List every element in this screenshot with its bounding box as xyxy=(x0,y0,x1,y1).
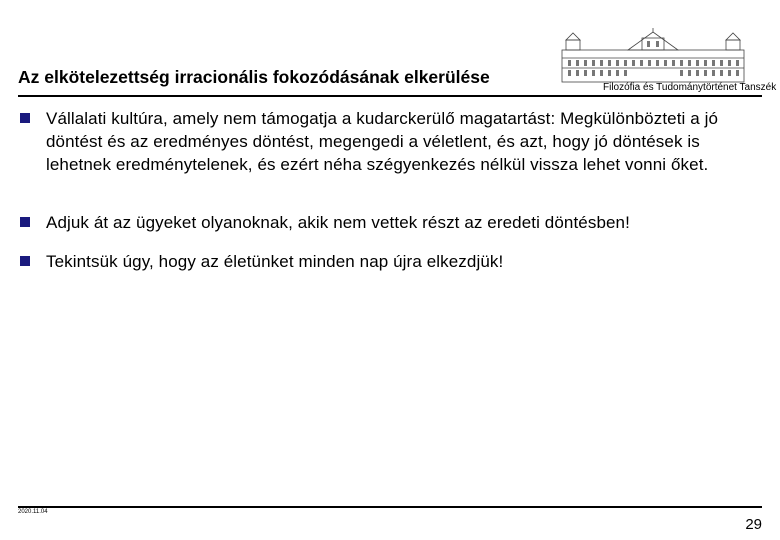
footer-date: 2020.11.04 xyxy=(18,509,48,515)
department-label: Filozófia és Tudománytörténet Tanszék xyxy=(603,82,777,93)
title-divider xyxy=(18,95,762,97)
square-bullet-icon xyxy=(20,217,30,227)
square-bullet-icon xyxy=(20,256,30,266)
footer-divider xyxy=(18,506,762,508)
bullet-text: Adjuk át az ügyeket olyanoknak, akik nem vettek részt az eredeti döntésben! xyxy=(46,213,630,232)
bullet-item xyxy=(20,250,760,273)
bullet-text: Tekintsük úgy, hogy az életünket minden nap újra elkezdjük! xyxy=(46,252,504,271)
bullet-item xyxy=(20,211,760,234)
slide-title: Az elkötelezettség irracionális fokozódásának elkerülése xyxy=(18,67,490,87)
bullet-text: Vállalati kultúra, amely nem támogatja a kudarckerülő magatartást: Megkülönbözteti a jó döntést és az eredményes döntést, megengedi a véletlent, és azt, hogy jó döntések is lehetnek eredménytelenek, és ezért néha szégyenkezés nélkül vissza lehet vonni őket. xyxy=(46,109,719,174)
page-number: 29 xyxy=(745,516,762,533)
bullet-item xyxy=(20,107,760,176)
square-bullet-icon xyxy=(20,113,30,123)
